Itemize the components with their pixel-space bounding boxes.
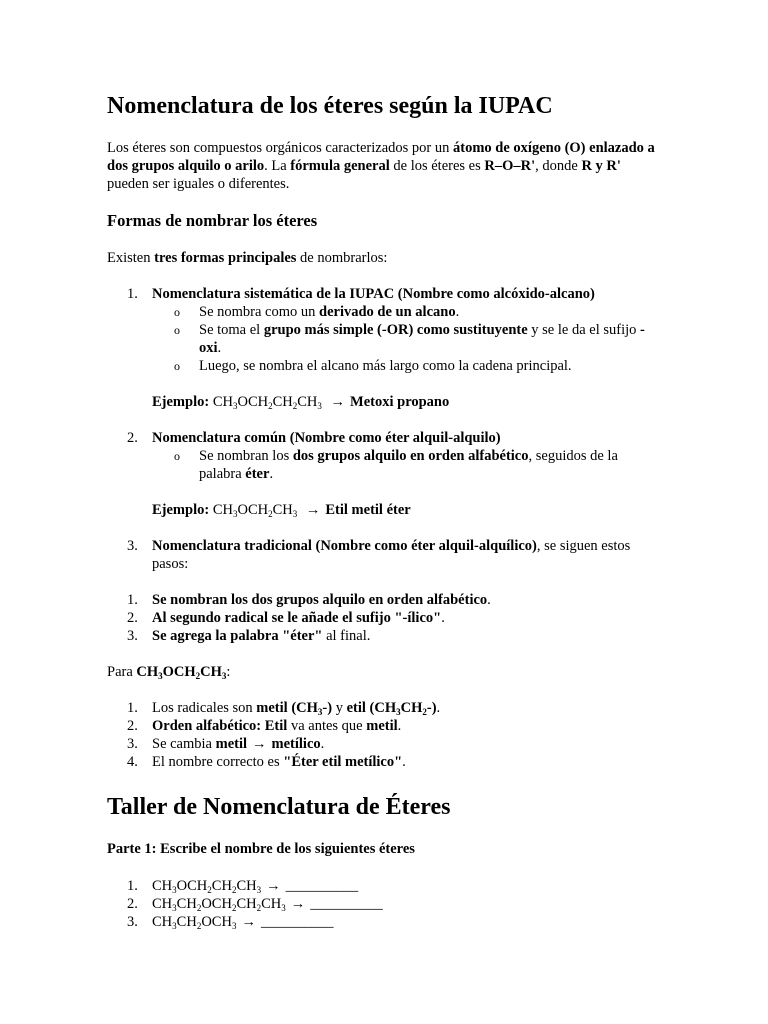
existen-paragraph: Existen tres formas principales de nombrarlos:: [107, 250, 388, 266]
list-item: 1. Los radicales son metil $(CH_3-)$ y etil $(CH_3CH_2-)$.: [127, 700, 441, 717]
section-3-title: 3. Nomenclatura tradicional (Nombre como éter alquil-alquílico), se siguen estos pasos:: [127, 538, 631, 572]
exercise-item: 2. $CH_3CH_2OCH_2CH_2CH_3$ → __________: [127, 896, 383, 913]
parte-1-heading: Parte 1: Escribe el nombre de los siguientes éteres: [107, 841, 415, 857]
arrow-icon: →: [266, 878, 281, 894]
section-2-example: Ejemplo: $CH_3OCH_2CH_3$ → Etil metil éter: [152, 502, 411, 519]
answer-blank: __________: [260, 914, 334, 930]
answer-blank: __________: [310, 896, 383, 912]
intro-paragraph: Los éteres son compuestos orgánicos caracterizados por un átomo de oxígeno (O) enlazado a dos grupos alquilo o arilo. La fórmula general de los éteres es R–O–R', donde R y R' pueden ser iguales o diferentes.: [107, 140, 655, 192]
list-item: 2. Orden alfabético: Etil va antes que metil.: [127, 718, 402, 734]
list-item: 2. Al segundo radical se le añade el sufijo "-ílico".: [127, 610, 445, 626]
section-1-bullet-3: o Luego, se nombra el alcano más largo como la cadena principal.: [174, 358, 572, 374]
exercise-item: 1. $CH_3OCH_2CH_2CH_3$ → __________: [127, 878, 359, 895]
formula-ch3och2ch3: $CH_3OCH_2CH_3$: [212, 502, 298, 519]
answer-blank: __________: [285, 878, 359, 894]
formula-ch3och2ch2ch3: $CH_3OCH_2CH_2CH_3$: [212, 394, 322, 411]
taller-title: Taller de Nomenclatura de Éteres: [107, 794, 451, 820]
exercises-list: [107, 877, 661, 931]
list-item: 4. El nombre correcto es "Éter etil metílico".: [127, 754, 406, 770]
formas-heading: Formas de nombrar los éteres: [107, 211, 318, 230]
list-item: 1. Se nombran los dos grupos alquilo en orden alfabético.: [127, 592, 491, 608]
section-1-example: Ejemplo: $CH_3OCH_2CH_2CH_3$ → Metoxi propano: [152, 394, 450, 411]
list-item: 3. Se cambia metil → metílico.: [127, 736, 325, 752]
section-1-bullet-1: o Se nombra como un derivado de un alcano.: [174, 304, 460, 320]
arrow-icon: →: [290, 896, 306, 912]
section-2-title: 2. Nomenclatura común (Nombre como éter alquil-alquilo): [127, 430, 501, 446]
section-2-bullet-1: o Se nombran los dos grupos alquilo en orden alfabético, seguidos de la palabra éter.: [174, 448, 618, 482]
arrow-icon: →: [305, 502, 321, 518]
arrow-icon: →: [241, 914, 256, 930]
page-title: Nomenclatura de los éteres según la IUPAC: [107, 93, 553, 119]
steps-list: [107, 591, 661, 645]
list-item: 3. Se agrega la palabra "éter" al final.: [127, 628, 371, 644]
exercise-item: 3. $CH_3CH_2OCH_3$ → __________: [127, 914, 334, 931]
section-1-bullet-2: o Se toma el grupo más simple (-OR) como sustituyente y se le da el sufijo -oxi.: [174, 322, 645, 356]
para-steps-list: [107, 699, 661, 771]
para-line: Para $CH_3OCH_2CH_3$:: [107, 664, 231, 681]
arrow-icon: →: [330, 394, 346, 410]
arrow-icon: →: [252, 736, 267, 752]
section-1-title: 1. Nomenclatura sistemática de la IUPAC (Nombre como alcóxido-alcano): [127, 286, 595, 302]
